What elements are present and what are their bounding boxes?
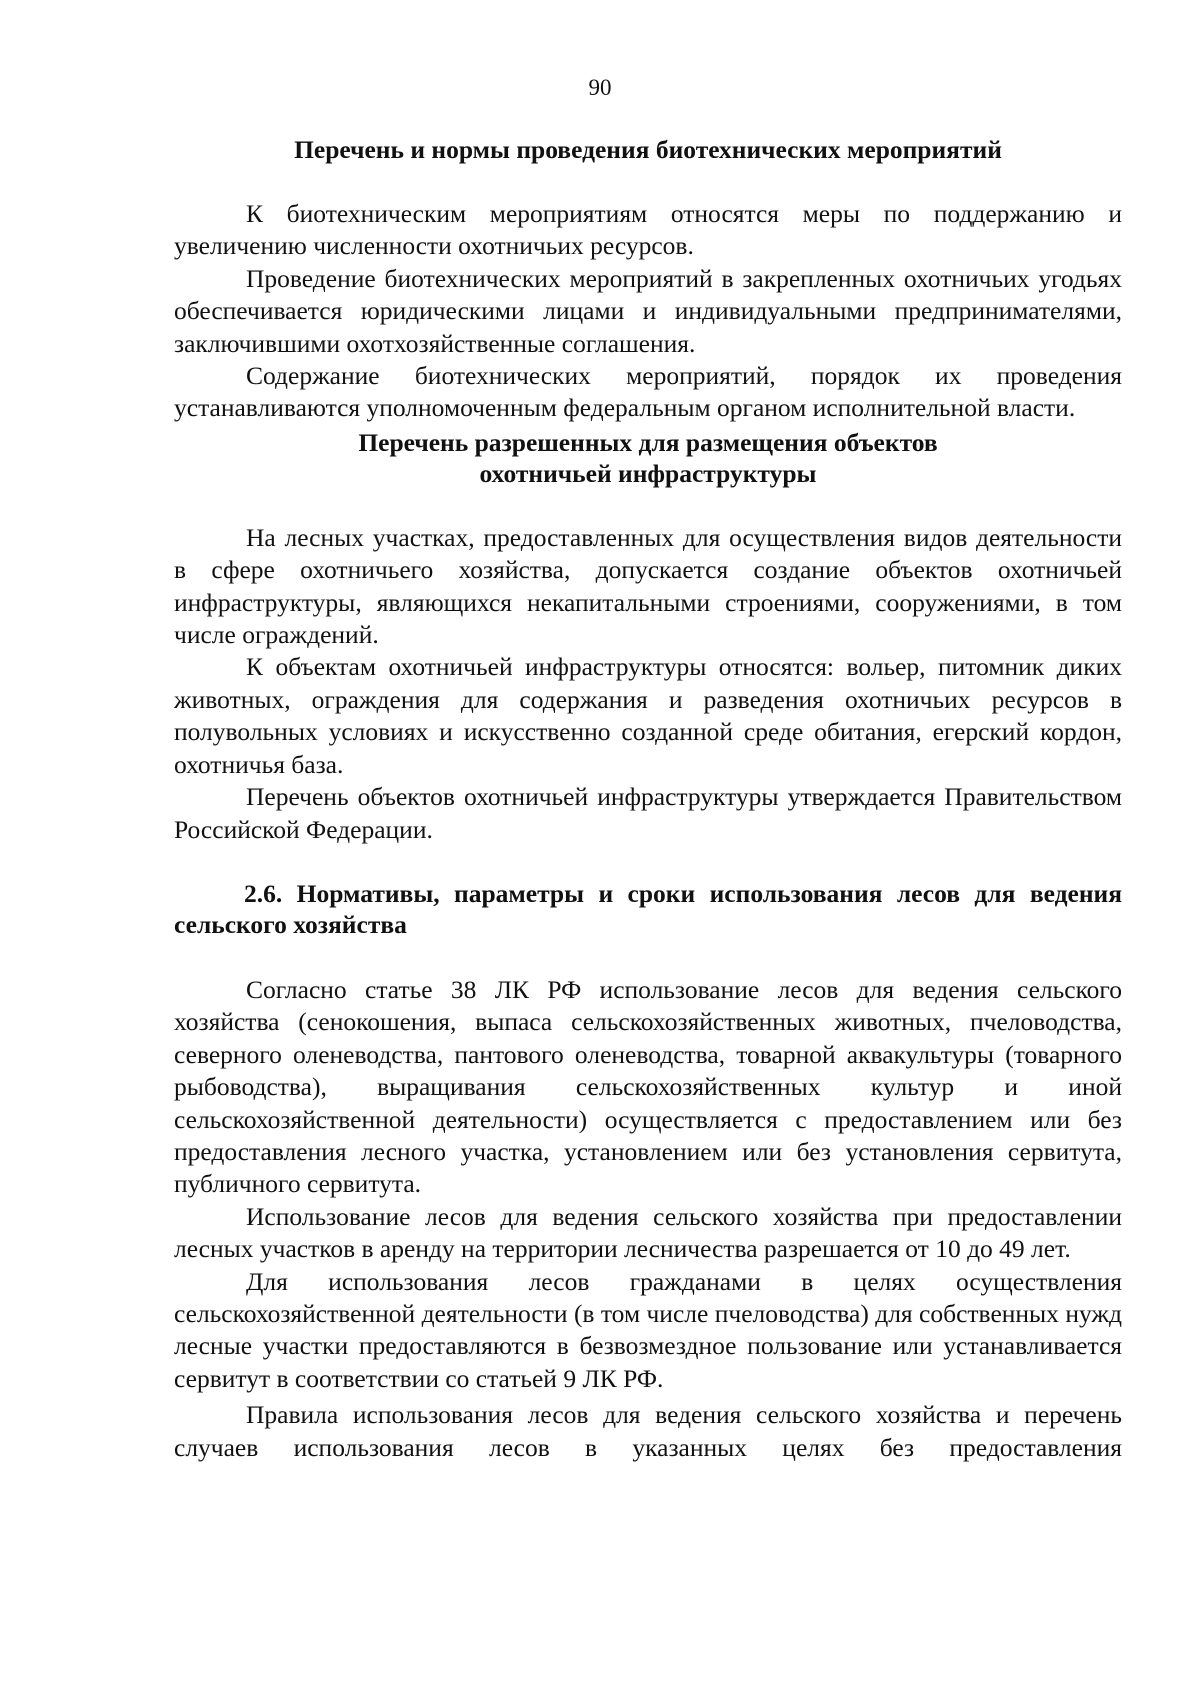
paragraph: К объектам охотничьей инфраструктуры относятся: вольер, питомник диких животных, ограждения для содержания и разведения охотничьих ресурсов в полувольных условиях и искусственно созданной среде обитания, егерский кордон, охотничья база. bbox=[174, 652, 1122, 779]
paragraph: На лесных участках, предоставленных для осуществления видов деятельности в сфере охотничьего хозяйства, допускается создание объектов охотничьей инфраструктуры, являющихся некапитальными строениями, сооружениями, в том числе ограждений. bbox=[174, 522, 1122, 650]
paragraph: Для использования лесов гражданами в целях осуществления сельскохозяйственной деятельности (в том числе пчеловодства) для собственных нужд лесные участки предоставляются в безвозмездное пользование или устанавливается сервитут в соответствии со статьей 9 ЛК РФ. bbox=[174, 1266, 1122, 1393]
paragraph: Перечень объектов охотничьей инфраструктуры утверждается Правительством Российской Федерации. bbox=[174, 782, 1122, 844]
paragraph: Проведение биотехнических мероприятий в закрепленных охотничьих угодьях обеспечивается юридическими лицами и индивидуальными предпринимателями, заключившими охотхозяйственные соглашения. bbox=[174, 263, 1122, 358]
paragraph: Содержание биотехнических мероприятий, порядок их проведения устанавливаются уполномоченным федеральным органом исполнительной власти. bbox=[174, 361, 1122, 423]
page-content bbox=[174, 135, 1122, 1464]
paragraph: К биотехническим мероприятиям относятся меры по поддержанию и увеличению численности охотничьих ресурсов. bbox=[174, 199, 1122, 261]
page-number: 90 bbox=[588, 75, 612, 100]
paragraph: Согласно статье 38 ЛК РФ использование лесов для ведения сельского хозяйства (сенокошения, выпаса сельскохозяйственных животных, пчеловодства, северного оленеводства, пантового оленеводства, товарной аквакультуры (товарного рыбоводства), выращивания сельскохозяйственных культур и иной сельскохозяйственной деятельности) осуществляется с предоставлением или без предоставления лесного участка, установлением или без установления сервитута, публичного сервитута. bbox=[174, 974, 1122, 1199]
section-heading-biotech: Перечень и нормы проведения биотехнических мероприятий bbox=[294, 135, 1002, 164]
paragraph: Правила использования лесов для ведения сельского хозяйства и перечень случаев использования лесов в указанных целях без предоставления bbox=[174, 1400, 1122, 1462]
section-heading-agriculture: 2.6. Нормативы, параметры и сроки использования лесов для ведения сельского хозяйства bbox=[174, 878, 1122, 939]
section-heading-infrastructure-line2: охотничьей инфраструктуры bbox=[479, 458, 817, 488]
paragraph: Использование лесов для ведения сельского хозяйства при предоставлении лесных участков в аренду на территории лесничества разрешается от 10 до 49 лет. bbox=[174, 1201, 1122, 1264]
section-heading-infrastructure-line1: Перечень разрешенных для размещения объектов bbox=[358, 427, 938, 457]
